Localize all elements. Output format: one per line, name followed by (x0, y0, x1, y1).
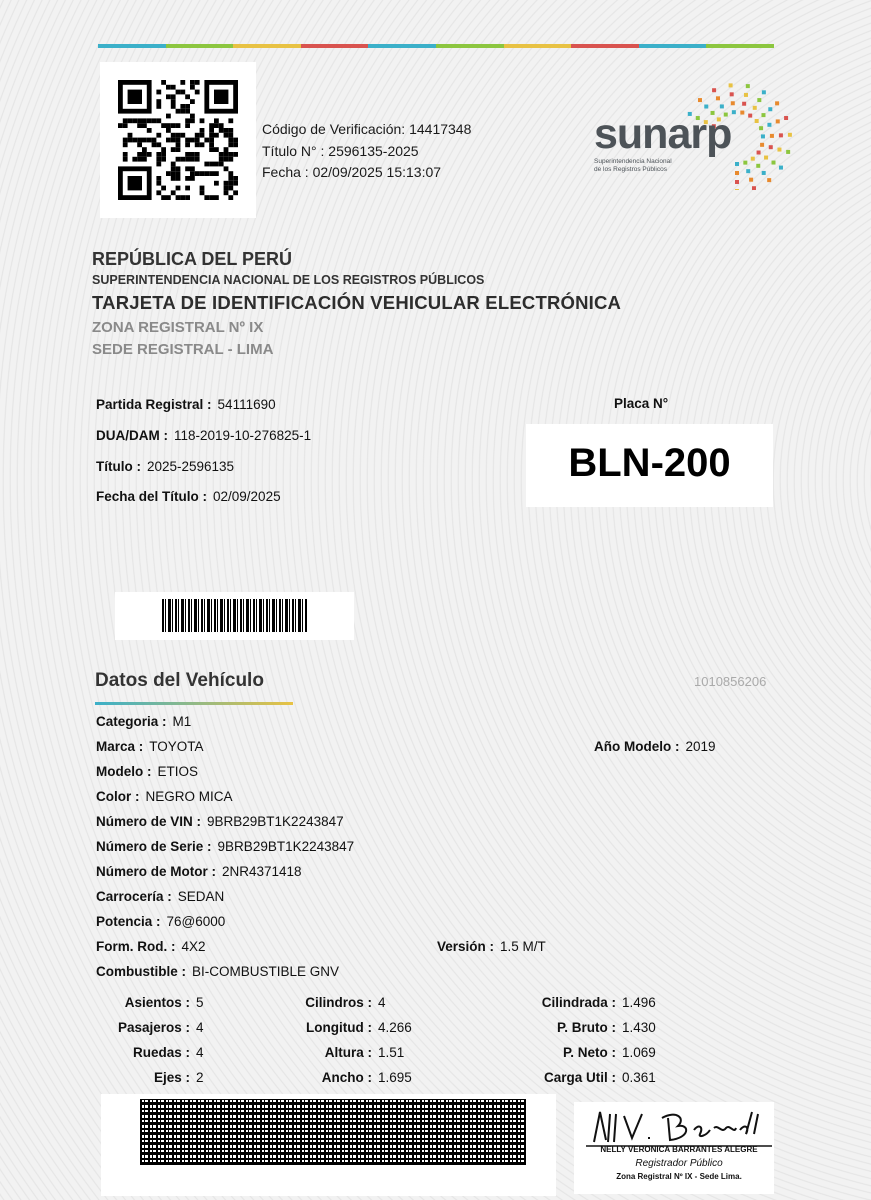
marca-row (96, 738, 204, 756)
top-bar-segment (98, 44, 166, 48)
vin-label: Número de VIN : (96, 814, 202, 829)
top-color-bar (98, 44, 774, 48)
ruedas-value: 4 (196, 1045, 204, 1060)
fecha-titulo-value: 02/09/2025 (213, 489, 281, 504)
serie-label: Número de Serie : (96, 839, 212, 854)
marca-value: TOYOTA (149, 739, 204, 754)
agency-heading: SUPERINTENDENCIA NACIONAL DE LOS REGISTROS PÚBLICOS (92, 273, 485, 287)
titulo-label: Título : (96, 459, 141, 474)
pasajeros-value: 4 (196, 1020, 204, 1035)
pbruto-label: P. Bruto : (556, 1020, 616, 1035)
sede-registral: SEDE REGISTRAL - LIMA (92, 341, 274, 358)
motor-row (96, 863, 302, 881)
motor-value: 2NR4371418 (222, 864, 302, 879)
registrar-role: Registrador Público (635, 1158, 723, 1169)
anio-label: Año Modelo : (594, 739, 680, 754)
categoria-value: M1 (172, 714, 192, 729)
cilindros-label: Cilindros : (305, 995, 372, 1010)
pdf417-barcode-icon[interactable] (140, 1099, 526, 1165)
zona-registral: ZONA REGISTRAL Nº IX (92, 319, 264, 336)
modelo-label: Modelo : (96, 764, 152, 779)
titulo-row (96, 458, 234, 476)
top-bar-segment (301, 44, 369, 48)
cilindros-value: 4 (378, 995, 386, 1010)
placa-label: Placa N° (614, 396, 669, 411)
document-title: TARJETA DE IDENTIFICACIÓN VEHICULAR ELECTRÓNICA (92, 292, 622, 313)
pbruto-row (500, 1019, 656, 1037)
cilindrada-label: Cilindrada : (541, 995, 616, 1010)
qr-code[interactable] (100, 62, 256, 218)
carga-row (500, 1069, 656, 1087)
cilindrada-value: 1.496 (622, 995, 656, 1010)
carroceria-value: SEDAN (177, 889, 225, 904)
issue-date: Fecha : 02/09/2025 15:13:07 (262, 164, 442, 180)
combustible-row (96, 963, 339, 981)
carroceria-label: Carrocería : (96, 889, 172, 904)
formrod-row (96, 938, 206, 956)
partida-label: Partida Registral : (96, 397, 212, 412)
placa-value: BLN-200 (568, 441, 731, 485)
marca-label: Marca : (96, 739, 144, 754)
motor-label: Número de Motor : (96, 864, 216, 879)
cilindros-row (260, 994, 386, 1012)
version-row (437, 938, 546, 956)
dua-row (96, 427, 311, 445)
altura-row (260, 1044, 404, 1062)
ejes-value: 2 (196, 1070, 204, 1085)
asientos-value: 5 (196, 995, 204, 1010)
top-bar-segment (639, 44, 707, 48)
barcode-icon[interactable] (162, 599, 307, 632)
color-label: Color : (96, 789, 140, 804)
longitud-value: 4.266 (378, 1020, 412, 1035)
ancho-value: 1.695 (378, 1070, 412, 1085)
logo-subtitle-line-1: Superintendencia Nacional (594, 158, 672, 165)
color-row (96, 788, 233, 806)
ruedas-label: Ruedas : (132, 1045, 190, 1060)
color-value: NEGRO MICA (145, 789, 233, 804)
section-underline (95, 702, 293, 705)
verification-code: Código de Verificación: 14417348 (262, 121, 472, 137)
version-value: 1.5 M/T (500, 939, 546, 954)
longitud-label: Longitud : (306, 1020, 372, 1035)
top-bar-segment (706, 44, 774, 48)
anio-row (594, 738, 716, 756)
modelo-value: ETIOS (157, 764, 199, 779)
vin-row (96, 813, 344, 831)
combustible-label: Combustible : (96, 964, 186, 979)
ancho-row (260, 1069, 412, 1087)
vin-value: 9BRB29BT1K2243847 (207, 814, 344, 829)
formrod-value: 4X2 (181, 939, 206, 954)
pneto-value: 1.069 (622, 1045, 656, 1060)
combustible-value: BI-COMBUSTIBLE GNV (192, 964, 340, 979)
serie-value: 9BRB29BT1K2243847 (217, 839, 355, 854)
logo-subtitle (594, 158, 704, 174)
partida-value: 54111690 (217, 397, 276, 412)
registrar-zone: Zona Registral Nº IX - Sede Lima. (616, 1172, 742, 1181)
verification-block (262, 119, 471, 184)
potencia-value: 76@6000 (166, 914, 226, 929)
cilindrada-row (500, 994, 656, 1012)
top-bar-segment (166, 44, 234, 48)
titulo-value: 2025-2596135 (146, 459, 235, 474)
fecha-titulo-row (96, 488, 281, 506)
top-bar-segment (368, 44, 436, 48)
top-bar-segment (571, 44, 639, 48)
altura-value: 1.51 (378, 1045, 405, 1060)
potencia-row (96, 913, 225, 931)
altura-label: Altura : (324, 1045, 372, 1060)
longitud-row (260, 1019, 412, 1037)
ejes-label: Ejes : (153, 1070, 190, 1085)
ancho-label: Ancho : (321, 1070, 372, 1085)
categoria-row (96, 713, 191, 731)
carga-label: Carga Util : (543, 1070, 616, 1085)
sunarp-logo: sunarp (594, 110, 732, 158)
dua-value: 118-2019-10-276825-1 (174, 428, 312, 443)
partida-row (96, 396, 276, 414)
registrar-name: NELLY VERONICA BARRANTES ALEGRE (600, 1145, 758, 1154)
categoria-label: Categoria : (96, 714, 167, 729)
top-bar-segment (436, 44, 504, 48)
country-heading: REPÚBLICA DEL PERÚ (92, 249, 293, 269)
pneto-row (500, 1044, 656, 1062)
qr-code-icon (100, 62, 256, 218)
dua-label: DUA/DAM : (96, 428, 168, 443)
serie-row (96, 838, 354, 856)
handwritten-signature-icon (586, 1104, 772, 1148)
titulo-number: Título N° : 2596135-2025 (262, 142, 419, 159)
logo-subtitle-line-2: de los Registros Públicos (594, 166, 667, 173)
section-title-vehicle: Datos del Vehículo (95, 670, 264, 691)
version-label: Versión : (437, 939, 495, 954)
asientos-label: Asientos : (124, 995, 190, 1010)
top-bar-segment (504, 44, 572, 48)
fecha-titulo-label: Fecha del Título : (96, 489, 208, 504)
document-number: 1010856206 (694, 674, 767, 689)
formrod-label: Form. Rod. : (96, 939, 176, 954)
carroceria-row (96, 888, 224, 906)
potencia-label: Potencia : (96, 914, 161, 929)
carga-value: 0.361 (622, 1070, 656, 1085)
modelo-row (96, 763, 198, 781)
anio-value: 2019 (685, 739, 716, 754)
pasajeros-label: Pasajeros : (117, 1020, 190, 1035)
pneto-label: P. Neto : (562, 1045, 616, 1060)
pbruto-value: 1.430 (622, 1020, 656, 1035)
top-bar-segment (233, 44, 301, 48)
